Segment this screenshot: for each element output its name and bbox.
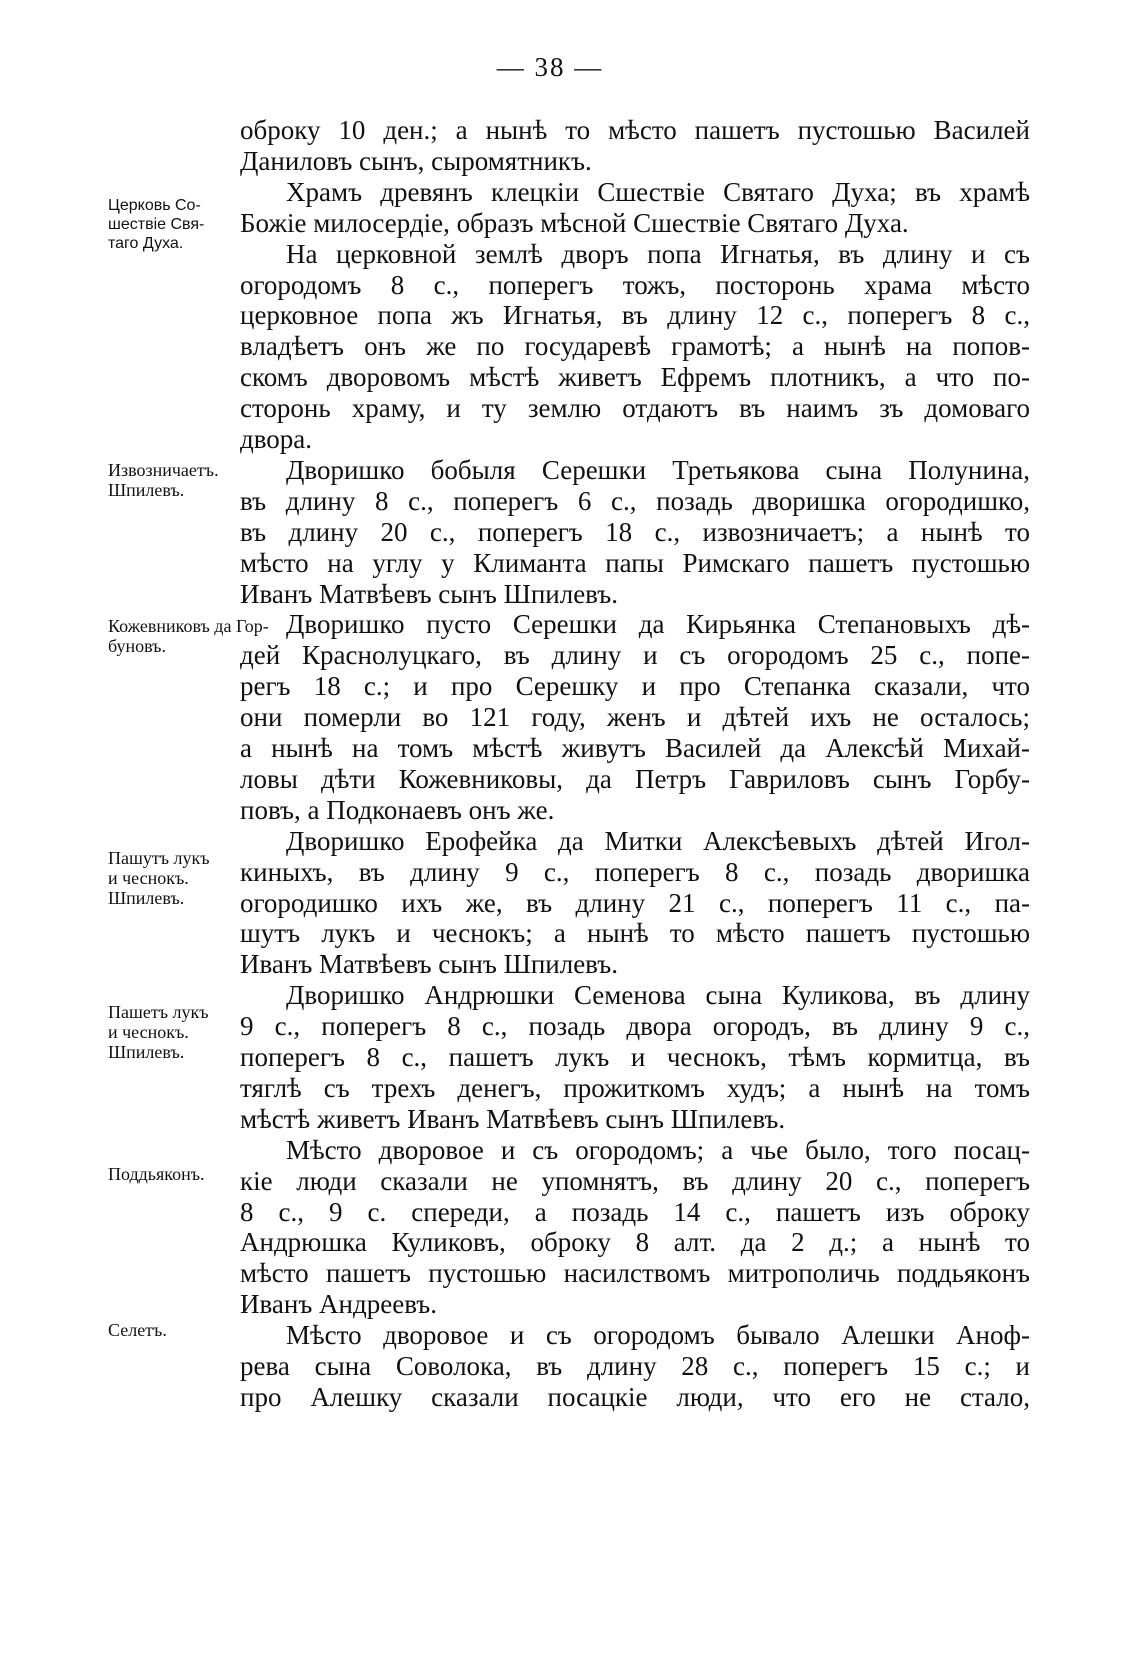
text-line: двора. [240, 424, 313, 454]
text-line: повъ, а Подконаевъ онъ же. [240, 794, 555, 825]
margin-note-subdeacon [108, 1164, 256, 1184]
text-line: Иванъ Матвѣевъ сынъ Шпилевъ. [240, 949, 618, 980]
text-line: огородомъ 8 с., поперегъ тожъ, посторонь храма мѣсто [240, 269, 1030, 300]
margin-note-line: Пашетъ лукъ [108, 1002, 209, 1022]
text-line: церковное попа жъ Игнатья, въ длину 12 с., поперегъ 8 с., [240, 300, 1030, 331]
text-line: мѣсто на углу у Климанта папы Римскаго пашетъ пустошью [240, 547, 1030, 578]
text-line: На церковной землѣ дворъ попа Игнатья, въ длину и съ [286, 238, 1030, 269]
text-line: огородишко ихъ же, въ длину 21 с., поперегъ 11 с., па- [240, 887, 1030, 918]
text-line: Мѣсто дворовое и съ огородомъ; а чье было, того посац- [286, 1134, 1030, 1165]
margin-note-line: Извозничаетъ. [108, 460, 219, 480]
margin-note-line: Шпилевъ. [108, 1042, 185, 1062]
text-line: рева сына Соволока, въ длину 28 с., поперегъ 15 с.; и [240, 1351, 1030, 1381]
margin-note-line: шествіе Свя- [108, 216, 205, 233]
text-line: Иванъ Матвѣевъ сынъ Шпилевъ. [240, 578, 618, 609]
text-line: Дворишко Ерофейка да Митки Алексѣевыхъ дѣтей Игол- [286, 825, 1030, 856]
text-line: Дворишко пусто Серешки да Кирьянка Степановыхъ дѣ- [286, 609, 1030, 640]
text-line: ловы дѣти Кожевниковы, да Петръ Гавриловъ сынъ Горбу- [240, 763, 1030, 794]
text-line: оброку 10 ден.; а нынѣ то мѣсто пашетъ пустошью Василей [240, 115, 1030, 145]
margin-note-line: Шпилевъ. [108, 480, 185, 500]
text-line: въ длину 8 с., поперегъ 6 с., позадь дворишка огородишко, [240, 485, 1030, 516]
text-line: мѣсто пашетъ пустошью насилствомъ митрополичь поддьяконъ [240, 1258, 1030, 1289]
text-line: Андрюшка Куликовъ, оброку 8 алт. да 2 д.; а нынѣ то [240, 1227, 1030, 1258]
text-line: мѣстѣ живетъ Иванъ Матвѣевъ сынъ Шпилевъ. [240, 1103, 786, 1134]
text-line: Божіе милосердіе, образъ мѣсной Сшествіе Святаго Духа. [240, 207, 909, 238]
margin-note-plows-onion [108, 1002, 256, 1062]
text-line: Храмъ древянъ клецкіи Сшествіе Святаго Духа; въ храмѣ [286, 176, 1030, 207]
text-line: Дворишко бобыля Серешки Третьякова сына Полунина, [286, 454, 1030, 485]
margin-note-line: Кожевниковъ да Гор- [108, 616, 269, 636]
margin-note-line: и чеснокъ. [108, 1022, 189, 1042]
text-line: владѣетъ онъ же по государевѣ грамотѣ; а нынѣ на попов- [240, 331, 1030, 362]
margin-note-church [108, 196, 256, 253]
text-line: а нынѣ на томъ мѣстѣ живутъ Василей да Алексѣй Михай- [240, 733, 1030, 763]
margin-note-kozhevnikov [108, 616, 269, 656]
text-line: Иванъ Андреевъ. [240, 1289, 437, 1320]
page-number: — 38 — [496, 52, 604, 82]
text-line: 9 с., поперегъ 8 с., позадь двора огородъ, въ длину 9 с., [240, 1011, 1030, 1042]
margin-note-line: Шпилевъ. [108, 888, 185, 908]
text-line: сторонь храму, и ту землю отдаютъ въ наимъ зъ домоваго [240, 393, 1030, 424]
margin-note-line: Пашутъ лукъ [108, 848, 210, 868]
text-line: Мѣсто дворовое и съ огородомъ бывало Алешки Аноф- [286, 1320, 1030, 1351]
margin-note-line: Селетъ. [108, 1320, 167, 1340]
text-line: Даниловъ сынъ, сыромятникъ. [240, 145, 592, 176]
margin-note-line: буновъ. [108, 636, 166, 656]
text-line: въ длину 20 с., поперегъ 18 с., извозничаетъ; а нынѣ то [240, 516, 1030, 547]
margin-note-line: Поддьяконъ. [108, 1164, 205, 1184]
margin-note-carter [108, 460, 256, 500]
text-line: дей Краснолуцкаго, въ длину и съ огородомъ 25 с., попе- [240, 640, 1030, 671]
text-line: 8 с., 9 с. спереди, а позадь 14 с., пашетъ изъ оброку [240, 1196, 1030, 1227]
text-line: Дворишко Андрюшки Семенова сына Куликова, въ длину [286, 980, 1030, 1011]
text-line: кіе люди сказали не упомнятъ, въ длину 20 с., поперегъ [240, 1165, 1030, 1196]
text-line: про Алешку сказали посацкіе люди, что его не стало, [240, 1381, 1030, 1412]
text-line: поперегъ 8 с., пашетъ лукъ и чеснокъ, тѣмъ кормитца, въ [240, 1042, 1030, 1072]
margin-note-line: таго Духа. [108, 235, 184, 252]
text-line: киныхъ, въ длину 9 с., поперегъ 8 с., позадь дворишка [240, 856, 1030, 887]
margin-note-line: и чеснокъ. [108, 868, 189, 888]
text-line: регъ 18 с.; и про Серешку и про Степанка сказали, что [240, 671, 1030, 702]
margin-note-plow-onion [108, 848, 256, 908]
text-line: шутъ лукъ и чеснокъ; а нынѣ то мѣсто пашетъ пустошью [240, 918, 1030, 949]
margin-note-selets [108, 1320, 256, 1340]
text-line: тяглѣ съ трехъ денегъ, прожиткомъ худъ; а нынѣ на томъ [240, 1072, 1030, 1103]
text-line: скомъ дворовомъ мѣстѣ живетъ Ефремъ плотникъ, а что по- [240, 362, 1030, 393]
margin-note-line: Церковь Со- [108, 197, 201, 214]
text-line: они померли во 121 году, женъ и дѣтей ихъ не осталось; [240, 702, 1030, 733]
